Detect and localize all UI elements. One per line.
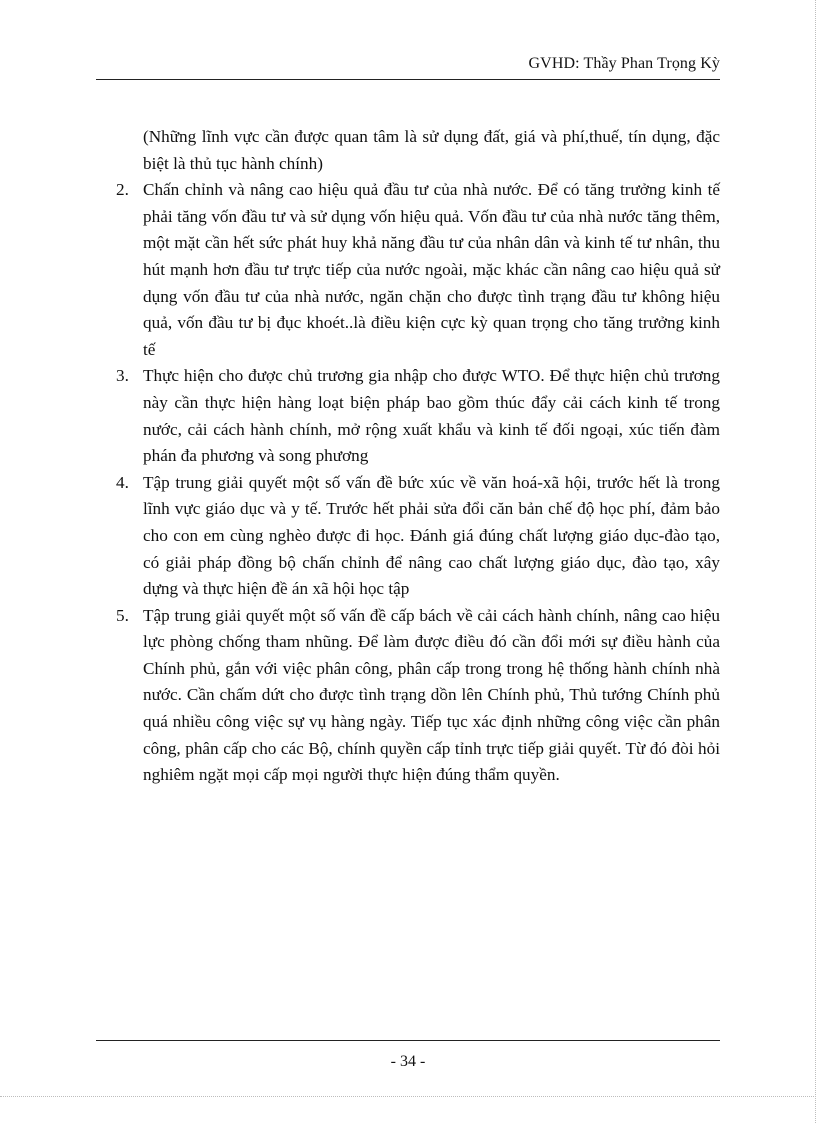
list-item-text: Thực hiện cho được chủ trương gia nhập cho được WTO. Để thực hiện chủ trương này cần thực hiện hàng loạt biện pháp bao gồm thúc đẩy cải cách kinh tế trong nước, cải cách hành chính, mở rộng xuất khẩu và kinh tế đối ngoại, xúc tiến đàm phán đa phương và song phương [143,366,720,466]
page-header [96,49,720,80]
page-body [96,124,720,789]
list-item-number: 3. [116,366,129,386]
header-text: GVHD: Thầy Phan Trọng Kỳ [528,55,720,72]
numbered-list [96,177,720,789]
list-item-text: Chấn chỉnh và nâng cao hiệu quả đầu tư của nhà nước. Để có tăng trưởng kinh tế phải tăng vốn đầu tư và sử dụng vốn hiệu quả. Vốn đầu tư của nhà nước tăng thêm, một mặt cần hết sức phát huy khả năng đầu tư của nhân dân và kinh tế tư nhân, thu hút mạnh hơn đầu tư trực tiếp của nước ngoài, mặc khác cần nâng cao hiệu quả sử dụng vốn đầu tư của nhà nước, ngăn chặn cho được tình trạng đầu tư không hiệu quả, vốn đầu tư bị đục khoét..là điều kiện cực kỳ quan trọng cho tăng trưởng kinh tế [143,180,720,359]
list-item-number: 5. [116,605,129,625]
list-item-number: 4. [116,472,129,492]
list-item [116,363,720,469]
list-item-text: Tập trung giải quyết một số vấn đề bức xúc về văn hoá-xã hội, trước hết là trong lĩnh vực giáo dục và y tế. Trước hết phải sửa đổi căn bản chế độ học phí, đảm bảo cho con em cùng nghèo được đi học. Đánh giá đúng chất lượng giáo dục-đào tạo, có giải pháp đồng bộ chấn chỉnh để nâng cao chất lượng giáo dục, đào tạo, xây dựng và thực hiện đề án xã hội học tập [143,472,720,599]
page-edge-bottom [0,1096,816,1097]
list-item [116,603,720,789]
page-footer [96,1040,720,1070]
page-number: - 34 - [390,1053,426,1070]
list-item-number: 2. [116,180,129,200]
intro-paragraph: (Những lĩnh vực cần được quan tâm là sử dụng đất, giá và phí,thuế, tín dụng, đặc biệt là thủ tục hành chính) [143,127,720,173]
list-item [116,470,720,603]
list-item [116,177,720,363]
list-item-text: Tập trung giải quyết một số vấn đề cấp bách về cải cách hành chính, nâng cao hiệu lực phòng chống tham nhũng. Để làm được điều đó cần đổi mới sự điều hành của Chính phủ, gắn với việc phân công, phân cấp trong trong hệ thống hành chính nhà nước. Cần chấm dứt cho được tình trạng dồn lên Chính phủ, Thủ tướng Chính phủ quá nhiều công việc sự vụ hàng ngày. Tiếp tục xác định những công việc cần phân công, phân cấp cho các Bộ, chính quyền cấp tỉnh trực tiếp giải quyết. Từ đó đòi hỏi nghiêm ngặt mọi cấp mọi người thực hiện đúng thẩm quyền. [143,605,720,785]
